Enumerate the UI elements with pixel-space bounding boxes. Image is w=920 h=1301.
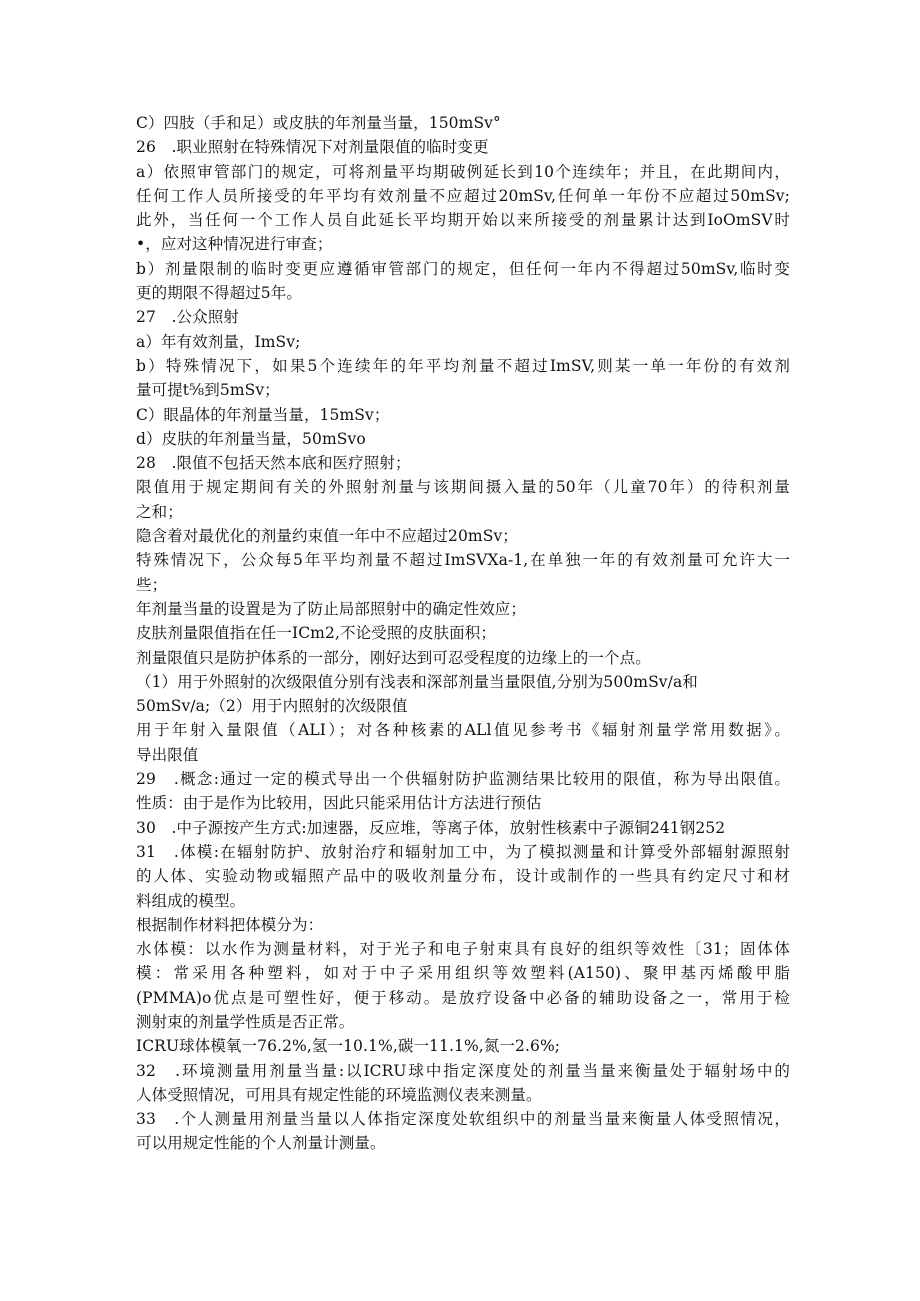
text-line: 50mSv∕a;（2）用于内照射的次级限值: [136, 697, 408, 716]
text-line: 水体模：以水作为测量材料，对于光子和电子射束具有良好的组织等效性〔31；固体体: [136, 940, 790, 959]
text-line: 27 .公众照射: [136, 308, 239, 327]
text-line: 用于年射入量限值（ALI）；对各种核素的ALl值见参考书《辐射剂量学常用数据》。: [136, 721, 790, 740]
text-line: 29 .概念:通过一定的模式导出一个供辐射防护监测结果比较用的限值，称为导出限值。: [136, 770, 790, 789]
text-line: 可以用规定性能的个人剂量计测量。: [136, 1134, 386, 1153]
text-line: a）依照审管部门的规定，可将剂量平均期破例延长到10个连续年；并且，在此期间内，: [136, 162, 790, 181]
text-line: b）剂量限制的临时变更应遵循审管部门的规定，但任何一年内不得超过50mSv,临时变: [136, 259, 790, 278]
text-line: 根据制作材料把体模分为：: [136, 915, 324, 934]
text-line: 些；: [136, 575, 168, 594]
text-line: 年剂量当量的设置是为了防止局部照射中的确定性效应；: [136, 599, 527, 618]
text-line: C）眼晶体的年剂量当量，15mSv；: [136, 405, 390, 424]
text-line: 导出限值: [136, 745, 199, 764]
text-line: C）四肢（手和足）或皮肤的年剂量当量，150mSv°: [136, 114, 501, 132]
document-body: [136, 111, 790, 1156]
text-line: 32 .环境测量用剂量当量:以ICRU球中指定深度处的剂量当量来衡量处于辐射场中的: [136, 1061, 790, 1080]
text-line: 任何工作人员所接受的年平均有效剂量不应超过20mSv,任何单一年份不应超过50mSv;: [136, 186, 790, 205]
text-line: 测射束的剂量学性质是否正常。: [136, 1012, 355, 1031]
text-line: 皮肤剂量限值指在任一ICm2,不论受照的皮肤面积；: [136, 624, 496, 643]
text-line: ICRU球体模氧一76.2%,氢一10.1%,碳一11.1%,氮一2.6%;: [136, 1037, 561, 1056]
text-line: 特殊情况下，公众每5年平均剂量不超过ImSVXa-1,在单独一年的有效剂量可允许大一: [136, 551, 790, 570]
text-line: 此外，当任何一个工作人员自此延长平均期开始以来所接受的剂量累计达到IoOmSV时: [136, 211, 790, 230]
text-line: 量可提t⅝到5mSv；: [136, 381, 280, 400]
text-line: 料组成的模型。: [136, 891, 246, 910]
text-line: 的人体、实验动物或辐照产品中的吸收剂量分布，设计或制作的一些具有约定尺寸和材: [136, 867, 790, 886]
text-line: 模：常采用各种塑料，如对于中子采用组织等效塑料(A150)、聚甲基丙烯酸甲脂: [136, 964, 790, 983]
text-line: 剂量限值只是防护体系的一部分，刚好达到可忍受程度的边缘上的一个点。: [136, 648, 651, 667]
text-line: (PMMA)o优点是可塑性好，便于移动。是放疗设备中必备的辅助设备之一，常用于检: [136, 988, 790, 1007]
text-line: 33 .个人测量用剂量当量以人体指定深度处软组织中的剂量当量来衡量人体受照情况，: [136, 1110, 790, 1129]
text-line: d）皮肤的年剂量当量，50mSvo: [136, 429, 366, 448]
text-line: （1）用于外照射的次级限值分别有浅表和深部剂量当量限值,分别为500mSv∕a和: [136, 672, 698, 691]
text-line: 之和；: [136, 502, 183, 521]
text-line: 限值用于规定期间有关的外照射剂量与该期间摄入量的50年（儿童70年）的待积剂量: [136, 478, 790, 497]
text-line: a）年有效剂量，ImSv;: [136, 332, 301, 351]
text-line: 30 .中子源按产生方式:加速器，反应堆，等离子体，放射性核素中子源铜241钢252: [136, 818, 726, 837]
text-line: 隐含着对最优化的剂量约束值一年中不应超过20mSv；: [136, 527, 518, 546]
text-line: 人体受照情况，可用具有规定性能的环境监测仪表来测量。: [136, 1085, 542, 1104]
text-line: b）特殊情况下，如果5个连续年的年平均剂量不超过ImSV,则某一单一年份的有效剂: [136, 356, 790, 375]
text-line: 更的期限不得超过5年。: [136, 284, 302, 303]
text-line: •，应对这种情况进行审查；: [136, 235, 333, 254]
text-line: 31 .体模:在辐射防护、放射治疗和辐射加工中，为了模拟测量和计算受外部辐射源照射: [136, 842, 790, 861]
text-line: 性质：由于是作为比较用，因此只能采用估计方法进行预估: [136, 794, 542, 813]
text-line: 28 .限值不包括天然本底和医疗照射；: [136, 454, 411, 473]
text-line: 26 .职业照射在特殊情况下对剂量限值的临时变更: [136, 138, 489, 157]
